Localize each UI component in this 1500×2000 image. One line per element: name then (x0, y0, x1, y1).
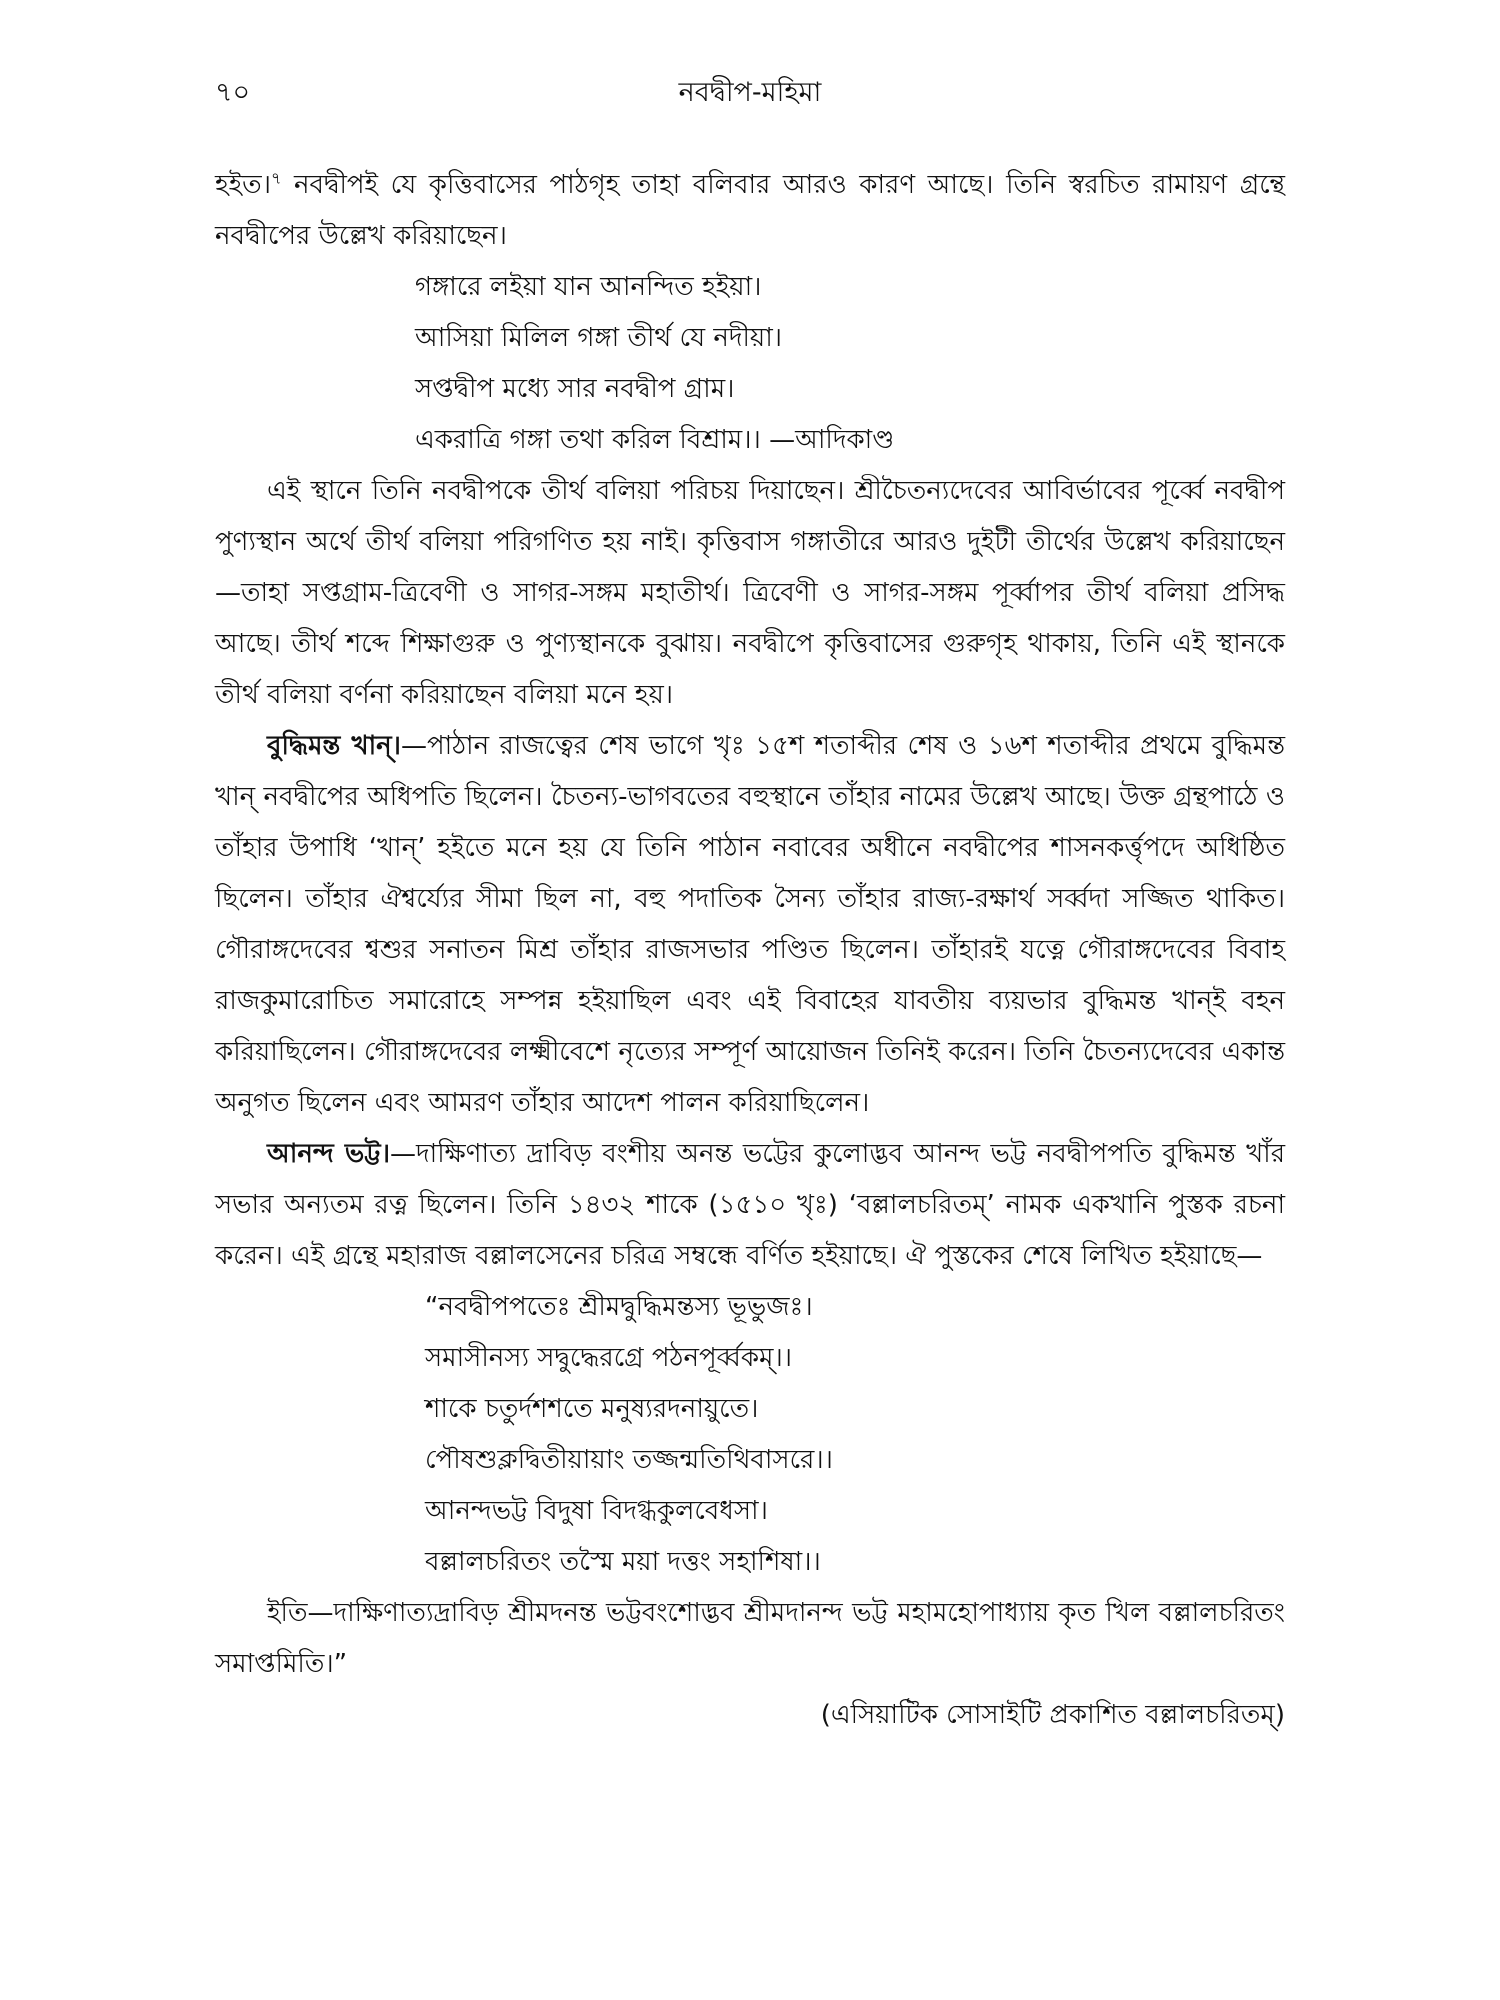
running-title: নবদ্বীপ-মহিমা (678, 77, 822, 108)
sanskrit-verse (215, 1282, 1285, 1588)
verse-line: সমাসীনস্য সদ্বুদ্ধেরগ্রে পঠনপূর্ব্বকম্।। (425, 1343, 793, 1373)
section-heading-buddhimanta-khan: বুদ্ধিমন্ত খান্। (267, 731, 401, 761)
ramayana-verse (215, 262, 1285, 466)
verse-line: শাকে চতুর্দশশতে মনুষ্যরদনায়ুতে। (425, 1394, 759, 1424)
paragraph-buddhimanta-khan-text: —পাঠান রাজত্বের শেষ ভাগে খৃঃ ১৫শ শতাব্দীর শেষ ও ১৬শ শতাব্দীর প্রথমে বুদ্ধিমন্ত খান্ নবদ্বীপের অধিপতি ছিলেন। চৈতন্য-ভাগবতের বহুস্থানে তাঁহার নামের উল্লেখ আছে। উক্ত গ্রন্থপাঠে ও তাঁহার উপাধি ‘খান্’ হইতে মনে হয় যে তিনি পাঠান নবাবের অধীনে নবদ্বীপের শাসনকর্ত্তৃপদে অধিষ্ঠিত ছিলেন। তাঁহার ঐশ্বর্য্যের সীমা ছিল না, বহু পদাতিক সৈন্য তাঁহার রাজ্য-রক্ষার্থ সর্ব্বদা সজ্জিত থাকিত। গৌরাঙ্গদেবের শ্বশুর সনাতন মিশ্র তাঁহার রাজসভার পণ্ডিত ছিলেন। তাঁহারই যত্নে গৌরাঙ্গদেবের বিবাহ রাজকুমারোচিত সমারোহে সম্পন্ন হইয়াছিল এবং এই বিবাহের যাবতীয় ব্যয়ভার বুদ্ধিমন্ত খান্ই বহন করিয়াছিলেন। গৌরাঙ্গদেবের লক্ষ্মীবেশে নৃত্যের সম্পূর্ণ আয়োজন তিনিই করেন। তিনি চৈতন্যদেবের একান্ত অনুগত ছিলেন এবং আমরণ তাঁহার আদেশ পালন করিয়াছিলেন। (215, 731, 1285, 1118)
page-number: ৭০ (215, 77, 251, 108)
verse-line: বল্লালচরিতং তস্মৈ ময়া দত্তং সহাশিষা।। (425, 1547, 821, 1577)
verse-line: “নবদ্বীপপতেঃ শ্রীমদ্বুদ্ধিমন্তস্য ভূভুজঃ। (425, 1292, 813, 1322)
paragraph-colophon: ইতি—দাক্ষিণাত্যদ্রাবিড় শ্রীমদনন্ত ভট্টবংশোদ্ভব শ্রীমদানন্দ ভট্ট মহামহোপাধ্যায় কৃত খিল বল্লালচরিতং সমাপ্তমিতি।” (215, 1598, 1285, 1679)
verse-line: আনন্দভট্ট বিদুষা বিদগ্ধকুলবেধসা। (425, 1496, 768, 1526)
paragraph-1-text-start: হইত। (215, 170, 271, 200)
verse-line: গঙ্গারে লইয়া যান আনন্দিত হইয়া। (415, 272, 762, 302)
footnote-marker: ৭ (271, 168, 282, 188)
verse-line: পৌষশুক্লদ্বিতীয়ায়াং তজ্জন্মতিথিবাসরে।। (425, 1445, 833, 1475)
paragraph-ananda-bhatta-text: —দাক্ষিণাত্য দ্রাবিড় বংশীয় অনন্ত ভট্টের কুলোদ্ভব আনন্দ ভট্ট নবদ্বীপপতি বুদ্ধিমন্ত খাঁর সভার অন্যতম রত্ন ছিলেন। তিনি ১৪৩২ শাকে (১৫১০ খৃঃ) ‘বল্লালচরিতম্’ নামক একখানি পুস্তক রচনা করেন। এই গ্রন্থে মহারাজ বল্লালসেনের চরিত্র সম্বন্ধে বর্ণিত হইয়াছে। ঐ পুস্তকের শেষে লিখিত হইয়াছে— (215, 1139, 1286, 1271)
verse-line: আসিয়া মিলিল গঙ্গা তীর্থ যে নদীয়া। (415, 323, 783, 353)
verse-line: একরাত্রি গঙ্গা তথা করিল বিশ্রাম।। —আদিকাণ্ড (415, 425, 895, 455)
paragraph-buddhimanta-khan (215, 721, 1285, 1129)
paragraph-2: এই স্থানে তিনি নবদ্বীপকে তীর্থ বলিয়া পরিচয় দিয়াছেন। শ্রীচৈতন্যদেবের আবির্ভাবের পূর্ব্বে নবদ্বীপ পুণ্যস্থান অর্থে তীর্থ বলিয়া পরিগণিত হয় নাই। কৃত্তিবাস গঙ্গাতীরে আরও দুইটী তীর্থের উল্লেখ করিয়াছেন—তাহা সপ্তগ্রাম-ত্রিবেণী ও সাগর-সঙ্গম মহাতীর্থ। ত্রিবেণী ও সাগর-সঙ্গম পূর্ব্বাপর তীর্থ বলিয়া প্রসিদ্ধ আছে। তীর্থ শব্দে শিক্ষাগুরু ও পুণ্যস্থানকে বুঝায়। নবদ্বীপে কৃত্তিবাসের গুরুগৃহ থাকায়, তিনি এই স্থানকে তীর্থ বলিয়া বর্ণনা করিয়াছেন বলিয়া মনে হয়। (215, 476, 1285, 710)
paragraph-1 (215, 160, 1285, 262)
paragraph-ananda-bhatta (215, 1129, 1285, 1282)
body-text (215, 160, 1285, 1741)
source-citation: (এসিয়াটিক সোসাইটি প্রকাশিত বল্লালচরিতম্) (820, 1700, 1285, 1730)
page-header (215, 72, 1285, 112)
paragraph-1-text-rest: নবদ্বীপই যে কৃত্তিবাসের পাঠগৃহ তাহা বলিবার আরও কারণ আছে। তিনি স্বরচিত রামায়ণ গ্রন্থে নবদ্বীপের উল্লেখ করিয়াছেন। (215, 170, 1285, 251)
verse-line: সপ্তদ্বীপ মধ্যে সার নবদ্বীপ গ্রাম। (415, 374, 735, 404)
section-heading-ananda-bhatta: আনন্দ ভট্ট। (267, 1139, 391, 1169)
